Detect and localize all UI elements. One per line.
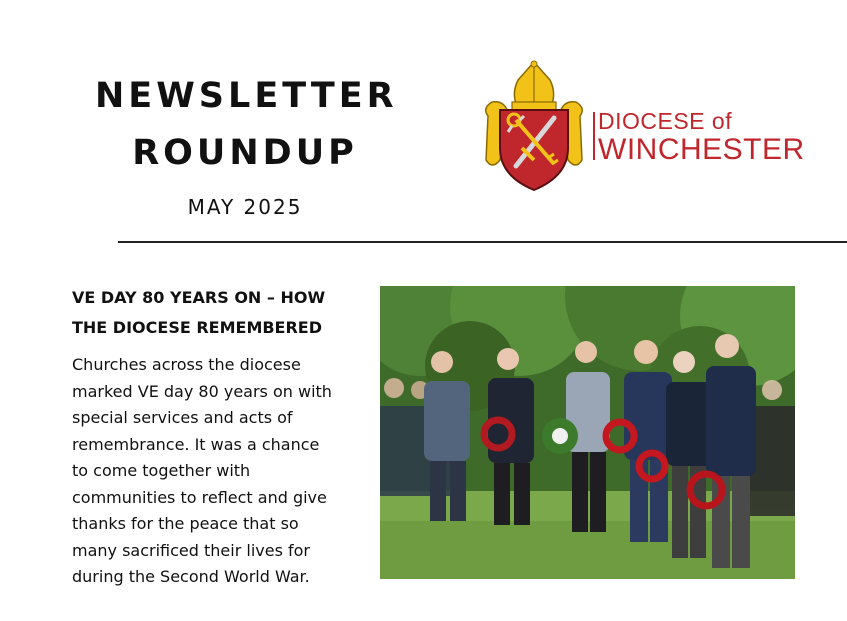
article-body-line: marked VE day 80 years on with — [72, 381, 332, 401]
article-headline-line-1: VE DAY 80 YEARS ON – HOW — [72, 288, 326, 307]
newsletter-date: MAY 2025 — [187, 195, 303, 219]
article-headline-line-2: THE DIOCESE REMEMBERED — [72, 318, 323, 337]
article-body-line: communities to reflect and give — [72, 487, 327, 507]
article-body-line: Churches across the diocese — [72, 355, 301, 374]
newsletter-title-block — [95, 68, 398, 219]
ve-day-photo — [380, 286, 795, 579]
article-body-line: special services and acts of — [72, 408, 293, 427]
article-body — [72, 352, 362, 591]
article-body-line: to come together with — [72, 461, 251, 480]
logo-text-winchester: WINCHESTER — [598, 133, 805, 166]
article-headline — [72, 283, 362, 343]
article-body-line: many sacrificed their lives for — [72, 540, 310, 560]
diocese-crest-icon — [478, 60, 590, 192]
header-divider — [118, 241, 847, 243]
newsletter-title-line-2: ROUNDUP — [132, 133, 358, 173]
newsletter-title-line-1: NEWSLETTER — [95, 76, 398, 116]
diocese-logo — [478, 60, 808, 192]
article-body-line: during the Second World War. — [72, 567, 310, 586]
logo-divider — [593, 112, 595, 160]
logo-text-diocese-of: DIOCESE of — [598, 108, 733, 134]
article-body-line: thanks for the peace that so — [72, 514, 299, 533]
article-body-line: remembrance. It was a chance — [72, 434, 320, 454]
